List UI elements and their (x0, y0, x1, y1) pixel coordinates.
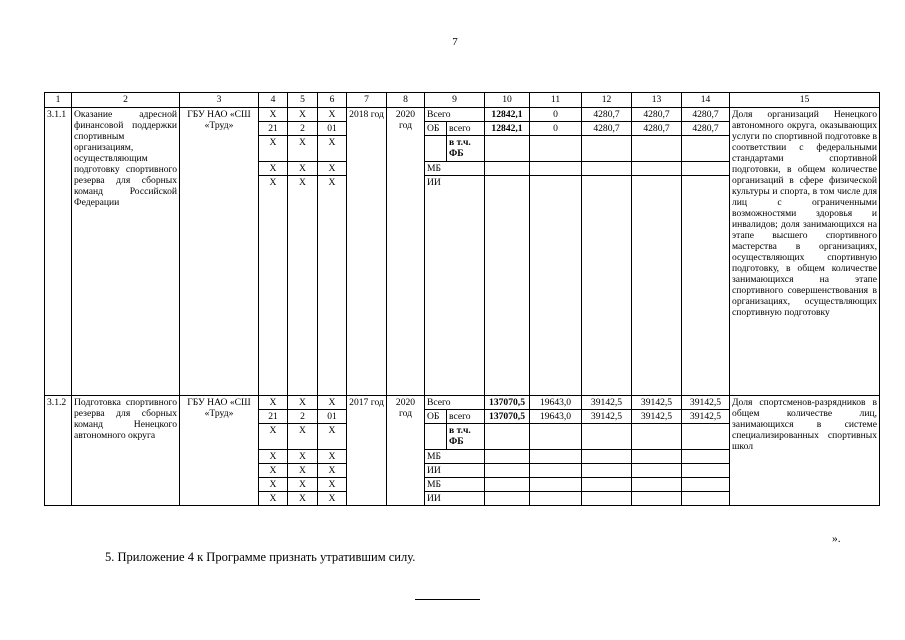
source-ii: ИИ (425, 464, 485, 478)
end-year: 2020 год (387, 108, 425, 396)
source-mb: МБ (425, 162, 485, 176)
paragraph-text: 5. Приложение 4 к Программе признать утратившим силу. (105, 550, 416, 564)
code-cell: Х (288, 478, 318, 492)
code-cell: Х (288, 162, 318, 176)
code-cell: Х (288, 108, 318, 122)
value-cell: 39142,5 (582, 410, 632, 424)
code-cell: 21 (259, 122, 288, 136)
code-cell: Х (318, 478, 347, 492)
code-cell: Х (288, 464, 318, 478)
closing-quote: ». (832, 533, 841, 545)
value-cell: 4280,7 (632, 122, 682, 136)
code-cell: Х (259, 464, 288, 478)
code-cell: Х (259, 424, 288, 450)
header-cell: 14 (682, 93, 730, 108)
source-ii: ИИ (425, 176, 485, 396)
page-number: 7 (452, 36, 458, 48)
code-cell: Х (259, 450, 288, 464)
code-cell: Х (288, 396, 318, 410)
value-cell: 4280,7 (682, 108, 730, 122)
code-cell: Х (259, 108, 288, 122)
measure-name: Оказание адресной финансовой поддержки спортивным организациям, осуществляющим подготовку спортивного резерва для сборных команд Российской Федерации (72, 108, 180, 396)
code-cell: Х (288, 424, 318, 450)
source-ob-total: всего (447, 410, 485, 424)
code-cell: Х (259, 396, 288, 410)
code-cell: Х (318, 424, 347, 450)
header-row (45, 93, 880, 108)
end-year: 2020 год (387, 396, 425, 506)
code-cell: Х (318, 136, 347, 162)
source-total: Всего (425, 108, 485, 122)
source-ob: ОБ (425, 410, 447, 424)
source-incl-fb: в т.ч. ФБ (447, 424, 485, 450)
header-cell: 8 (387, 93, 425, 108)
source-total: Всего (425, 396, 485, 410)
code-cell: 21 (259, 410, 288, 424)
header-cell: 9 (425, 93, 485, 108)
code-cell: Х (318, 108, 347, 122)
measure-executor: ГБУ НАО «СШ «Труд» (180, 396, 259, 506)
header-cell: 7 (347, 93, 387, 108)
value-cell: 4280,7 (582, 108, 632, 122)
code-cell: Х (318, 176, 347, 396)
value-cell: 4280,7 (682, 122, 730, 136)
value-cell: 137070,5 (485, 410, 530, 424)
header-cell: 3 (180, 93, 259, 108)
value-cell: 0 (530, 122, 582, 136)
source-mb: МБ (425, 450, 485, 464)
value-cell: 19643,0 (530, 396, 582, 410)
code-cell: Х (318, 464, 347, 478)
header-cell: 2 (72, 93, 180, 108)
code-cell: Х (318, 492, 347, 506)
source-ii: ИИ (425, 492, 485, 506)
code-cell: Х (318, 396, 347, 410)
code-cell: Х (259, 136, 288, 162)
value-cell: 12842,1 (485, 108, 530, 122)
value-cell: 39142,5 (632, 410, 682, 424)
header-cell: 1 (45, 93, 72, 108)
code-cell: Х (259, 478, 288, 492)
program-measures-table (44, 92, 880, 506)
code-cell: Х (288, 176, 318, 396)
code-cell: 2 (288, 410, 318, 424)
measure-number: 3.1.2 (45, 396, 72, 506)
value-cell: 0 (530, 108, 582, 122)
code-cell: Х (259, 176, 288, 396)
measure-number: 3.1.1 (45, 108, 72, 396)
table-row (45, 396, 880, 410)
code-cell: Х (288, 492, 318, 506)
header-cell: 15 (730, 93, 880, 108)
header-cell: 13 (632, 93, 682, 108)
code-cell: Х (259, 492, 288, 506)
code-cell: 2 (288, 122, 318, 136)
value-cell: 19643,0 (530, 410, 582, 424)
header-cell: 10 (485, 93, 530, 108)
value-cell: 39142,5 (682, 410, 730, 424)
value-cell: 4280,7 (582, 122, 632, 136)
code-cell: Х (259, 162, 288, 176)
header-cell: 11 (530, 93, 582, 108)
source-mb: МБ (425, 478, 485, 492)
code-cell: Х (288, 450, 318, 464)
value-cell: 4280,7 (632, 108, 682, 122)
header-cell: 6 (318, 93, 347, 108)
header-cell: 5 (288, 93, 318, 108)
source-ob-total: всего (447, 122, 485, 136)
code-cell: Х (318, 450, 347, 464)
start-year: 2017 год (347, 396, 387, 506)
value-cell: 39142,5 (582, 396, 632, 410)
value-cell: 12842,1 (485, 122, 530, 136)
value-cell: 39142,5 (632, 396, 682, 410)
code-cell: 01 (318, 122, 347, 136)
value-cell: 39142,5 (682, 396, 730, 410)
code-cell: Х (288, 136, 318, 162)
source-ob: ОБ (425, 122, 447, 136)
value-cell: 137070,5 (485, 396, 530, 410)
code-cell: 01 (318, 410, 347, 424)
table-row (45, 108, 880, 122)
start-year: 2018 год (347, 108, 387, 396)
footer-rule (415, 599, 480, 600)
header-cell: 4 (259, 93, 288, 108)
code-cell: Х (318, 162, 347, 176)
measure-executor: ГБУ НАО «СШ «Труд» (180, 108, 259, 396)
indicator-text: Доля организаций Ненецкого автономного округа, оказывающих услуги по спортивной подготовке в соответствии с федеральными стандартами спортивной подготовки, в общем количестве организаций в сфере физической культуры и спорта, в том числе для лиц с ограниченными возможностями здоровья и инвалидов; доля занимающихся на этапе высшего спортивного мастерства в организациях, осуществляющих спортивную подготовку, в общем количестве занимающихся на этапе спортивного совершенствования в организациях, осуществляющих спортивную подготовку (730, 108, 880, 396)
header-cell: 12 (582, 93, 632, 108)
source-incl-fb: в т.ч. ФБ (447, 136, 485, 162)
indicator-text: Доля спортсменов-разрядников в общем количестве лиц, занимающихся в системе специализированных спортивных школ (730, 396, 880, 506)
measure-name: Подготовка спортивного резерва для сборных команд Ненецкого автономного округа (72, 396, 180, 506)
